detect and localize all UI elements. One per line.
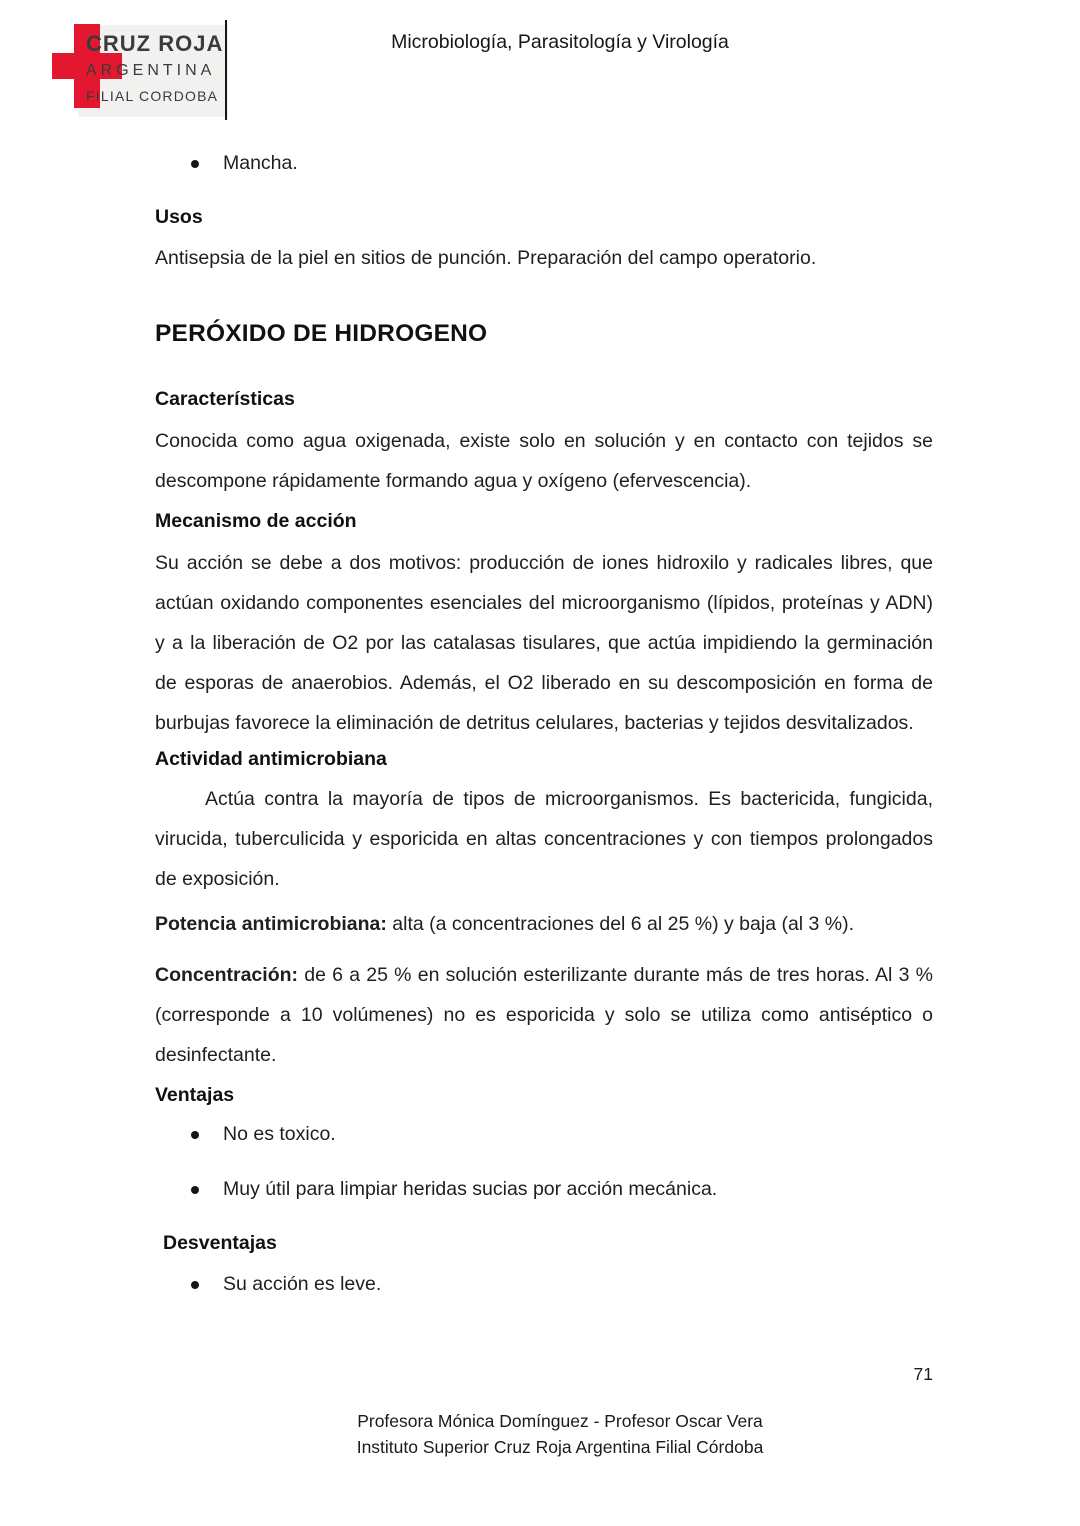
ventajas-heading: Ventajas — [155, 1084, 235, 1106]
list-item: Mancha. — [155, 150, 933, 177]
desventajas-heading: Desventajas — [163, 1232, 277, 1254]
footer-line-2: Instituto Superior Cruz Roja Argentina Filial Córdoba — [356, 1437, 764, 1457]
caracteristicas-paragraph: Conocida como agua oxigenada, existe solo en solución y en contacto con tejidos se descompone rápidamente formando agua y oxígeno (efervescencia). — [155, 430, 933, 492]
peroxido-heading: PERÓXIDO DE HIDROGENO — [155, 320, 488, 347]
cruz-roja-logo — [20, 8, 235, 120]
actividad-heading: Actividad antimicrobiana — [155, 748, 387, 770]
footer — [40, 1408, 1080, 1460]
document-body — [155, 150, 933, 1298]
page-number: 71 — [913, 1364, 933, 1384]
mecanismo-heading: Mecanismo de acción — [155, 510, 357, 532]
list-item: Su acción es leve. — [155, 1271, 933, 1298]
logo-line-1: CRUZ ROJA — [86, 31, 224, 56]
list-item: Muy útil para limpiar heridas sucias por acción mecánica. — [155, 1176, 933, 1203]
usos-heading: Usos — [155, 206, 203, 228]
concentracion-text: de 6 a 25 % en solución esterilizante durante más de tres horas. Al 3 % (corresponde a 10 volúmenes) no es esporicida y solo se utiliza como antiséptico o desinfectante. — [155, 964, 933, 1066]
caracteristicas-heading: Características — [155, 388, 295, 410]
document-header-title: Microbiología, Parasitología y Virología — [391, 31, 729, 53]
list-item: No es toxico. — [155, 1121, 933, 1148]
concentracion-paragraph — [155, 955, 933, 1075]
actividad-paragraph: Actúa contra la mayoría de tipos de microorganismos. Es bactericida, fungicida, virucida, tuberculicida y esporicida en altas concentraciones y con tiempos prolongados de exposición. — [155, 788, 933, 890]
footer-line-1: Profesora Mónica Domínguez - Profesor Oscar Vera — [357, 1411, 763, 1431]
logo-line-2: ARGENTINA — [86, 62, 216, 79]
concentracion-label: Concentración: — [155, 964, 299, 986]
desventajas-list — [155, 1271, 933, 1298]
potencia-label: Potencia antimicrobiana: — [155, 913, 387, 935]
mecanismo-paragraph: Su acción se debe a dos motivos: producción de iones hidroxilo y radicales libres, que actúan oxidando componentes esenciales del microorganismo (lípidos, proteínas y ADN) y a la liberación de O2 por las catalasas tisulares, que actúa impidiendo la germinación de esporas de anaerobios. Además, el O2 liberado en su descomposición en forma de burbujas favorece la eliminación de detritus celulares, bacterias y tejidos desvitalizados. — [155, 552, 933, 734]
usos-paragraph: Antisepsia de la piel en sitios de punción. Preparación del campo operatorio. — [155, 247, 817, 269]
logo-line-3: FILIAL CORDOBA — [86, 88, 219, 104]
potencia-text: alta (a concentraciones del 6 al 25 %) y baja (al 3 %). — [386, 913, 855, 935]
potencia-paragraph — [155, 911, 933, 937]
intro-bullet-list — [155, 150, 933, 177]
ventajas-list — [155, 1121, 933, 1203]
